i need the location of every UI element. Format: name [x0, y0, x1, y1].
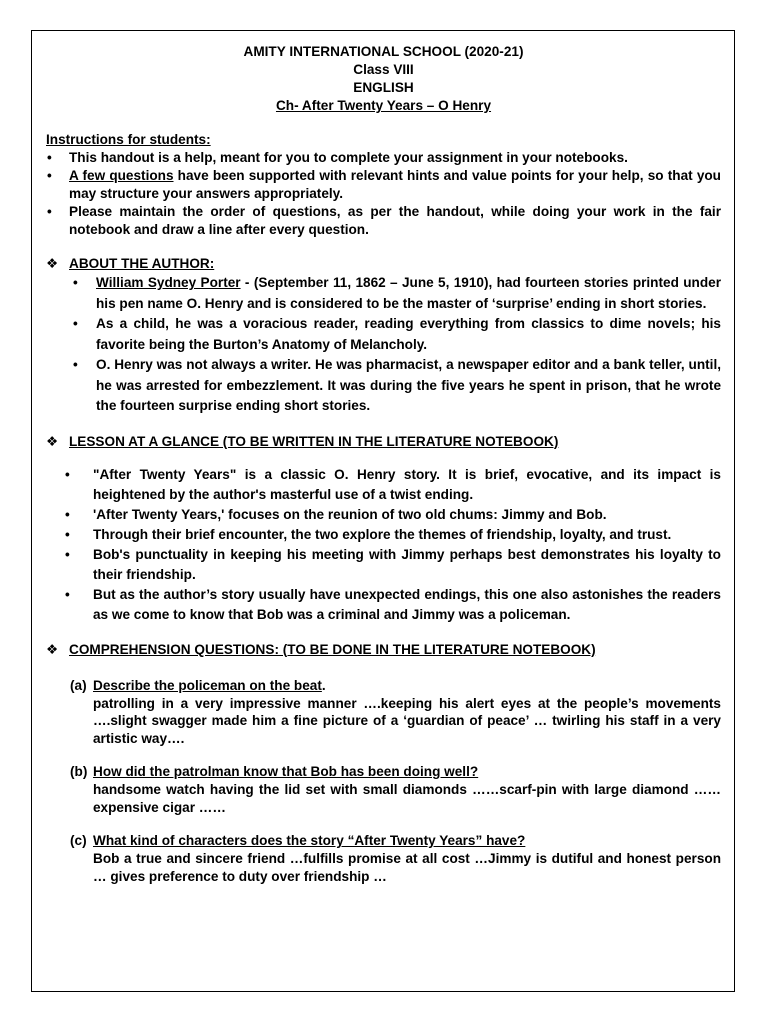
- bullet-icon: •: [65, 506, 70, 522]
- list-item: [73, 273, 721, 314]
- list-item: [65, 585, 721, 625]
- bullet-icon: •: [73, 316, 78, 331]
- answer-hint: Bob a true and sincere friend …fulfills promise at all cost …Jimmy is dutiful and honest person … gives preference to duty over friendship …: [93, 851, 721, 884]
- answer-hint: handsome watch having the lid set with small diamonds ……scarf-pin with large diamond …… expensive cigar ……: [93, 782, 721, 815]
- instruction-lead: A few questions: [69, 168, 174, 183]
- author-text: As a child, he was a voracious reader, reading everything from classics to dime novels; his favorite being the Burton’s Anatomy of Melancholy.: [96, 316, 721, 352]
- bullet-icon: •: [47, 150, 52, 165]
- list-item: [73, 355, 721, 417]
- lesson-text: Bob's punctuality in keeping his meeting with Jimmy perhaps best demonstrates his loyalty to their friendship.: [93, 546, 721, 582]
- question-label: (b): [70, 764, 88, 779]
- list-item: [65, 525, 721, 545]
- section-title: LESSON AT A GLANCE (TO BE WRITTEN IN THE LITERATURE NOTEBOOK): [69, 433, 559, 449]
- instructions-section: [46, 131, 721, 239]
- instructions-title: Instructions for students:: [46, 132, 211, 147]
- list-item: [46, 167, 721, 203]
- bullet-icon: •: [73, 357, 78, 372]
- instruction-text: Please maintain the order of questions, as per the handout, while doing your work in the fair notebook and draw a line after every question.: [69, 204, 721, 237]
- author-text: - (September 11, 1862 – June 5, 1910), had fourteen stories printed under his pen name O. Henry and is considered to be the master of ‘surprise’ ending in short stories.: [96, 275, 721, 311]
- lesson-heading: [46, 433, 721, 451]
- question-a: [46, 677, 721, 748]
- lesson-text: "After Twenty Years" is a classic O. Henry story. It is brief, evocative, and its impact is heightened by the author's masterful use of a twist ending.: [93, 466, 721, 502]
- section-title: COMPREHENSION QUESTIONS: (TO BE DONE IN THE LITERATURE NOTEBOOK): [69, 641, 596, 657]
- list-item: [65, 545, 721, 585]
- question-text: Describe the policeman on the beat: [93, 677, 322, 693]
- diamond-bullet-icon: ❖: [46, 433, 59, 449]
- instructions-list: [46, 149, 721, 239]
- about-author-heading: [46, 255, 721, 273]
- question-c: [46, 832, 721, 885]
- school-name: AMITY INTERNATIONAL SCHOOL (2020-21): [243, 44, 524, 59]
- handout: [46, 43, 721, 885]
- about-author-list: [46, 273, 721, 417]
- bullet-icon: •: [65, 586, 70, 602]
- diamond-bullet-icon: ❖: [46, 256, 59, 271]
- question-b: [46, 763, 721, 816]
- section-title: ABOUT THE AUTHOR:: [69, 256, 215, 271]
- class-name: Class VIII: [353, 62, 414, 77]
- document-header: [46, 43, 721, 115]
- bullet-icon: •: [47, 168, 52, 183]
- bullet-icon: •: [65, 546, 70, 562]
- list-item: [46, 203, 721, 239]
- comprehension-heading: [46, 641, 721, 659]
- lesson-text: Through their brief encounter, the two explore the themes of friendship, loyalty, and trust.: [93, 526, 672, 542]
- instruction-text: have been supported with relevant hints and value points for your help, so that you may structure your answers appropriately.: [69, 168, 721, 201]
- bullet-icon: •: [65, 466, 70, 482]
- question-text: What kind of characters does the story “After Twenty Years” have?: [93, 833, 526, 848]
- diamond-bullet-icon: ❖: [46, 641, 59, 657]
- subject-name: ENGLISH: [353, 80, 414, 95]
- bullet-icon: •: [47, 204, 52, 219]
- question-label: (c): [70, 833, 87, 848]
- list-item: [65, 505, 721, 525]
- lesson-text: But as the author’s story usually have unexpected endings, this one also astonishes the readers as we come to know that Bob was a criminal and Jimmy was a policeman.: [93, 586, 721, 622]
- question-suffix: .: [321, 677, 326, 693]
- lesson-text: 'After Twenty Years,' focuses on the reunion of two old chums: Jimmy and Bob.: [93, 506, 607, 522]
- author-name: William Sydney Porter: [96, 275, 241, 290]
- bullet-icon: •: [65, 526, 70, 542]
- question-label: (a): [70, 677, 87, 693]
- answer-hint: patrolling in a very impressive manner ….keeping his alert eyes at the people’s movements ….slight swagger made him a fine picture of a ‘guardian of peace’ … twirling his staff in a very artistic way….: [93, 695, 721, 746]
- chapter-title: Ch- After Twenty Years – O Henry: [275, 98, 492, 113]
- bullet-icon: •: [73, 275, 78, 290]
- question-text: How did the patrolman know that Bob has been doing well?: [93, 764, 479, 779]
- lesson-list: [46, 465, 721, 625]
- instruction-text: This handout is a help, meant for you to complete your assignment in your notebooks.: [69, 150, 628, 165]
- list-item: [46, 149, 721, 167]
- list-item: [73, 314, 721, 355]
- list-item: [65, 465, 721, 505]
- author-text: O. Henry was not always a writer. He was pharmacist, a newspaper editor and a bank teller, until, he was arrested for embezzlement. It was during the five years he spent in prison, that he wrote the fourteen surprise ending short stories.: [96, 357, 721, 413]
